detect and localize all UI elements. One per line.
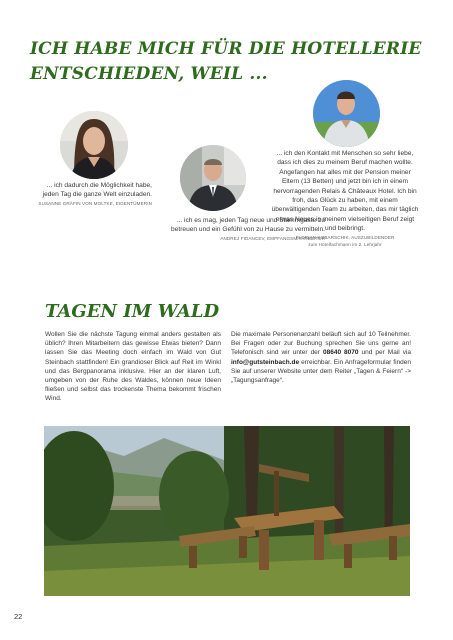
testimonial-3-author-line-2: zum Hotelfachmann im 2. Lehrjahr [308, 241, 382, 247]
forest-meeting-photo [44, 426, 410, 596]
portrait-andrej [180, 145, 246, 211]
body-right-intro: Die maximale Personenanzahl beläuft sich auf 10 Teilnehmer. Bei Fragen oder zur Buchung sprechen Sie uns gerne an! Telefonisch sind wir unter der [231, 331, 411, 357]
testimonial-2-author: ANDREJ FIDANCEV, EMPFANGSMITARBEITER [220, 235, 325, 241]
heading-line-1: ICH HABE MICH FÜR DIE HOTELLERIE [30, 39, 422, 59]
section-body-right [231, 330, 411, 385]
testimonial-1-text: ... ich dadurch die Möglichkeit habe, jeden Tag die ganze Welt einzuladen. [42, 182, 152, 199]
page-number: 22 [14, 612, 23, 621]
testimonial-2-text: ... ich es mag, jeden Tag neue und Stammgäste zu betreuen und ein Gefühl von zu Hause zu vermitteln. [171, 217, 325, 234]
body-right-middle: und per Mail via [361, 349, 412, 357]
page-heading [30, 37, 430, 87]
testimonial-3 [270, 149, 420, 248]
testimonial-3-author-line-1: FLORIAN KOBARSCHIK, AUSZUBILDENDER [295, 234, 395, 240]
testimonial-1 [32, 181, 152, 207]
portrait-susanne [60, 111, 128, 179]
email-link[interactable]: info@gutsteinbach.de [231, 358, 300, 366]
section-body-left: Wollen Sie die nächste Tagung einmal anders gestalten als üblich? Ihren Mitarbeitern das gewisse Etwas bieten? Dann lassen Sie das Meeting doch einfach im Wald von Gut Steinbach stattfinden! Ein grandioser Blick auf Reit im Winkl und das Bergpanorama inklusive. Hier an der klaren Luft, umgeben von der Ruhe des Waldes, können neue Ideen fließen und selbst das trockenste Thema bekommt frischen Wind. [45, 331, 221, 403]
body-right-outro: erreichbar. Ein Anfrageformular finden Sie auf unserer Website unter dem Reiter „Tagen & Feiern“ -> „Tagungsanfrage“. [231, 358, 411, 385]
phone-number[interactable]: 08640 8070 [322, 349, 359, 357]
testimonial-3-text: ... ich den Kontakt mit Menschen so sehr liebe, dass ich dies zu meinem Beruf machen wollte. Angefangen hat alles mit der Pension meiner Eltern (13 Betten) und jetzt bin ich in einem hervorragenden Relais & Châteaux Hotel. Ich bin froh, das Glück zu haben, mit einem überwältigenden Team zu arbeiten, das mir täglich etwas Neues in meinem vielseitigen Beruf zeigt und beibringt. [271, 150, 419, 233]
heading-line-2: ENTSCHIEDEN, WEIL ... [30, 64, 268, 84]
section-title: TAGEN IM WALD [45, 301, 220, 322]
portrait-florian [313, 80, 380, 147]
testimonial-1-author: SUSANNE GRÄFIN VON MOLTKE, EIGENTÜMERIN [38, 200, 152, 206]
